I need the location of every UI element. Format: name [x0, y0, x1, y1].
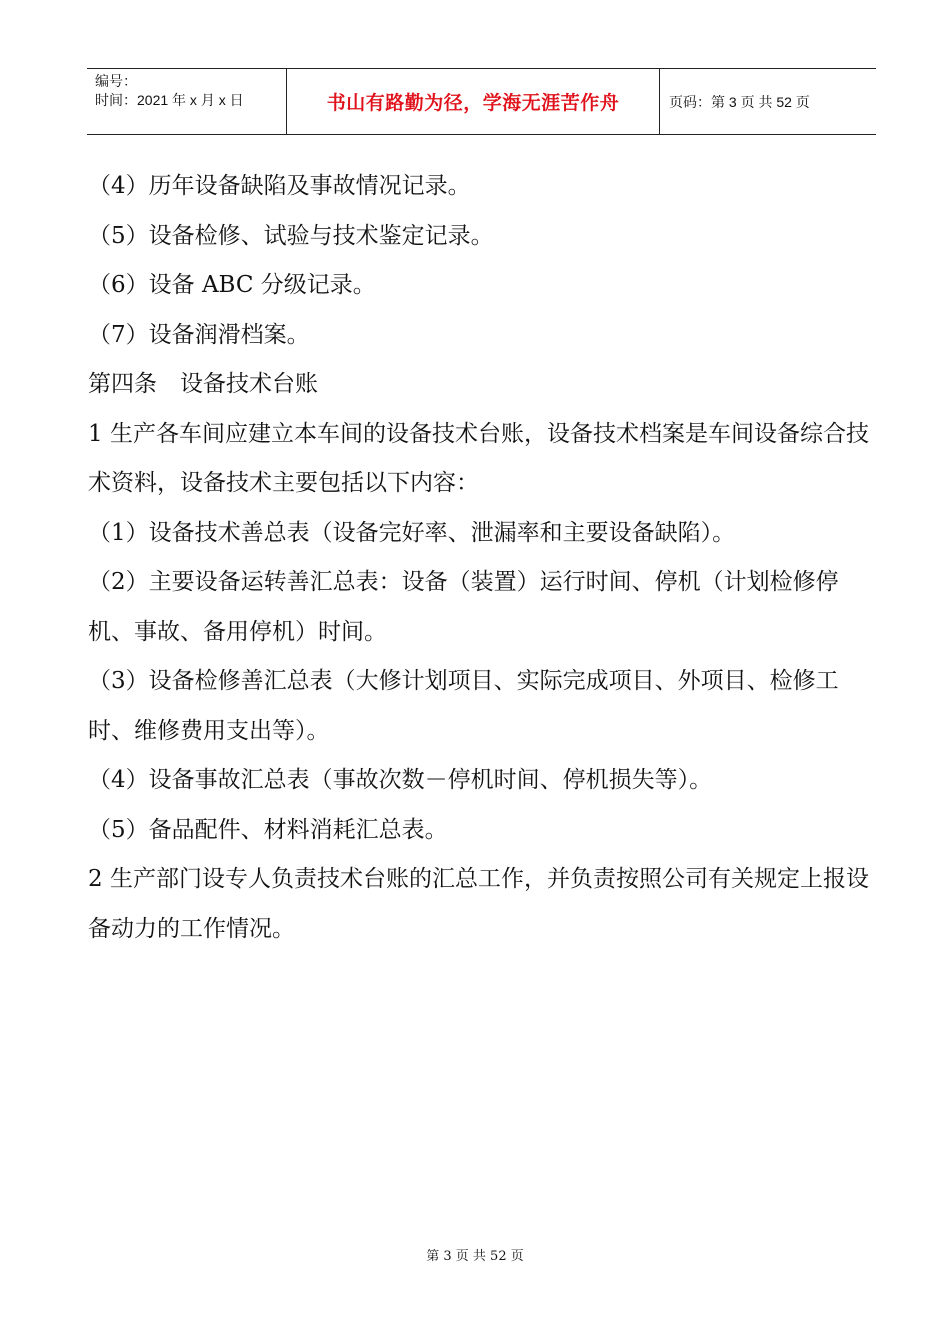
body-paragraph: （6）设备 ABC 分级记录。	[88, 272, 376, 298]
section-heading: 第四条 设备技术台账	[88, 371, 318, 397]
body-paragraph: （1）设备技术善总表（设备完好率、泄漏率和主要设备缺陷）。	[88, 519, 736, 546]
body-paragraph: （7）设备润滑档案。	[88, 321, 310, 348]
body-paragraph: （4）设备事故汇总表（事故次数－停机时间、停机损失等）。	[88, 767, 713, 793]
document-date: 时间：2021 年 x 月 x 日	[95, 92, 244, 108]
body-paragraph: 1 生产各车间应建立本车间的设备技术台账，设备技术档案是车间设备综合技术资料，设备技术主要包括以下内容：	[88, 420, 869, 496]
document-number: 编号：	[95, 73, 137, 89]
page-footer: 第 3 页 共 52 页	[426, 1249, 524, 1264]
body-paragraph: 2 生产部门设专人负责技术台账的汇总工作，并负责按照公司有关规定上报设备动力的工作情况。	[88, 866, 869, 942]
header-page-info: 页码：第 3 页 共 52 页	[669, 93, 810, 110]
body-paragraph: （4）历年设备缺陷及事故情况记录。	[88, 173, 471, 199]
document-body	[88, 162, 878, 954]
body-paragraph: （5）备品配件、材料消耗汇总表。	[88, 816, 448, 843]
page-header	[87, 68, 876, 135]
body-paragraph: （2）主要设备运转善汇总表：设备（装置）运行时间、停机（计划检修停机、事故、备用停机）时间。	[88, 569, 839, 645]
body-paragraph: （3）设备检修善汇总表（大修计划项目、实际完成项目、外项目、检修工时、维修费用支出等）。	[88, 668, 839, 744]
body-paragraph: （5）设备检修、试验与技术鉴定记录。	[88, 222, 494, 249]
header-motto: 书山有路勤为径，学海无涯苦作舟	[287, 69, 660, 134]
header-meta	[87, 69, 287, 134]
